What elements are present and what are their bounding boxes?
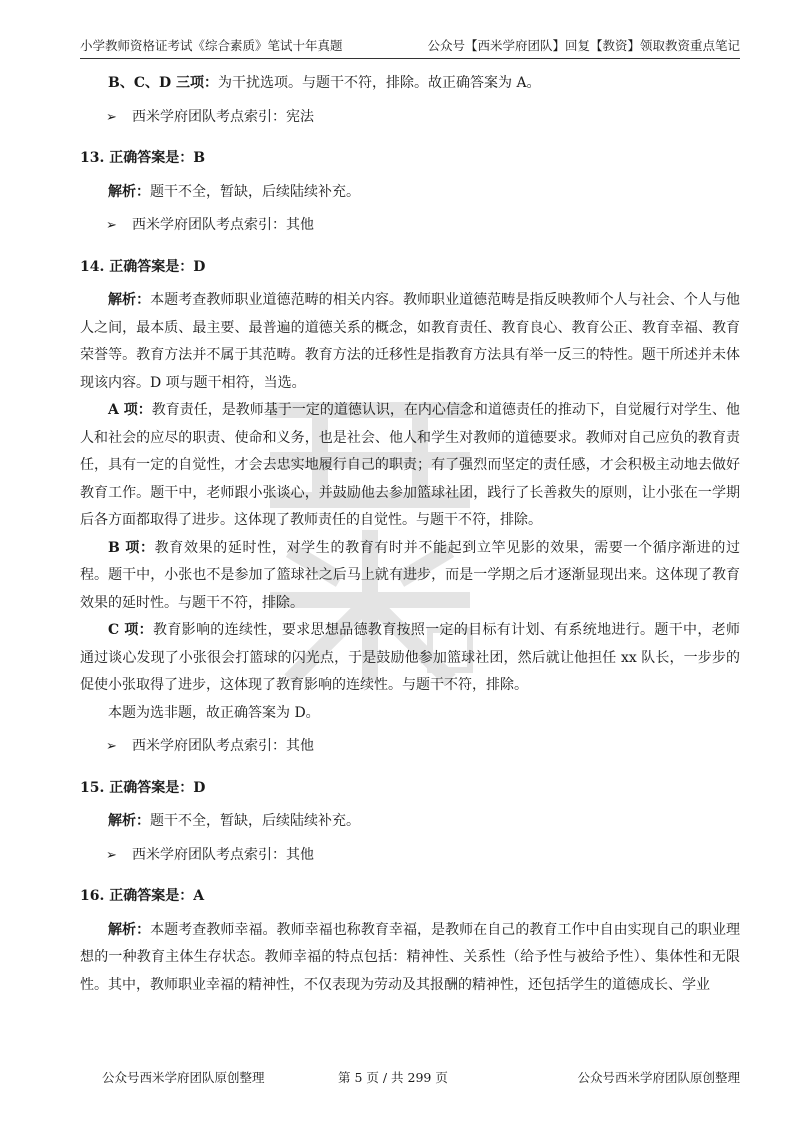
q15-label: 解析： [108, 813, 150, 829]
intro-reference [80, 104, 740, 132]
q14-conclusion: 本题为选非题，故正确答案为 D。 [108, 704, 320, 721]
footer-right: 公众号西米学府团队原创整理 [577, 1070, 740, 1085]
q14-option-c [80, 617, 740, 700]
q15-text: 题干不全，暂缺，后续陆续补充。 [150, 813, 360, 829]
q14-a-text: 教育责任，是教师基于一定的道德认识，在内心信念和道德责任的推动下，自觉履行对学生、他人和社会的应尽的职责、使命和义务，也是社会、他人和学生对教师的道德要求。教师对自己应负的教育责任，具有一定的自觉性，才会去忠实地履行自己的职责；有了强烈而坚定的责任感，才会积极主动地去做好教育工作。题干中，老师跟小张谈心，并鼓励他去参加篮球社团，践行了长善救失的原则，让小张在一学期后各方面都取得了进步。这体现了教师责任的自觉性。与题干不符，排除。 [80, 402, 740, 528]
q16-text: 本题考查教师幸福。教师幸福也称教育幸福，是教师在自己的教育工作中自由实现自己的职业理想的一种教育主体生存状态。教师幸福的特点包括：精神性、关系性（给予性与被给予性）、集体性和无限性。其中，教师职业幸福的精神性，不仅表现为劳动及其报酬的精神性，还包括学生的道德成长、学业 [80, 921, 741, 993]
page-footer [80, 1068, 740, 1088]
q13-label: 解析： [108, 183, 150, 200]
q14-b-text: 教育效果的延时性，对学生的教育有时并不能起到立竿见影的效果，需要一个循序渐进的过程。题干中，小张也不是参加了篮球社之后马上就有进步，而是一学期之后才逐渐显现出来。这体现了教育效果的延时性。与题干不符，排除。 [80, 539, 740, 611]
document-body [80, 70, 740, 999]
q15-ref-text: 西米学府团队考点索引：其他 [132, 846, 314, 863]
arrow-right-icon: ➢ [106, 739, 117, 754]
q14-a-label: A 项： [108, 402, 152, 418]
q13-text: 题干不全，暂缺，后续陆续补充。 [150, 183, 360, 200]
q13-heading: 13. 正确答案是：B [80, 150, 206, 166]
q14-c-text: 教育影响的连续性，要求思想品德教育按照一定的目标有计划、有系统地进行。题干中，老师通过谈心发现了小张很会打篮球的闪光点，于是鼓励他参加篮球社团，然后就让他担任 xx 队长，一步步的促使小张取得了进步，这体现了教育影响的连续性。与题干不符，排除。 [80, 622, 740, 693]
page-header [80, 36, 740, 59]
q14-c-label: C 项： [108, 622, 153, 638]
arrow-right-icon: ➢ [106, 847, 117, 863]
q15-reference [80, 842, 740, 870]
q13-reference [80, 212, 740, 240]
q14-ref-text: 西米学府团队考点索引：其他 [132, 738, 314, 754]
intro-text: 为干扰选项。与题干不符，排除。故正确答案为 A。 [218, 75, 541, 91]
intro-paragraph [80, 70, 740, 98]
q16-label: 解析： [108, 921, 151, 938]
q14-b-label: B 项： [108, 539, 155, 556]
q14-option-b [80, 535, 740, 618]
q14-label: 解析： [108, 292, 151, 308]
q14-text: 本题考查教师职业道德范畴的相关内容。教师职业道德范畴是指反映教师个人与社会、个人与他人之间，最本质、最主要、最普遍的道德关系的概念，如教育责任、教育良心、教育公正、教育幸福、教育荣誉等。教育方法并不属于其范畴。教育方法的迁移性是指教育方法具有举一反三的特性。题干所述并未体现该内容。D 项与题干相符，当选。 [80, 292, 741, 391]
footer-left: 公众号西米学府团队原创整理 [102, 1070, 265, 1085]
q13-analysis [80, 179, 740, 207]
intro-label: B、C、D 三项： [108, 75, 218, 91]
q14-heading: 14. 正确答案是：D [80, 258, 206, 275]
q15-analysis [80, 808, 740, 836]
q14-analysis [80, 287, 740, 397]
q13-ref-text: 西米学府团队考点索引：其他 [132, 217, 314, 233]
arrow-right-icon: ➢ [106, 218, 117, 233]
header-right-note: 公众号【西米学府团队】回复【教资】领取教资重点笔记 [427, 38, 740, 53]
header-left-title: 小学教师资格证考试《综合素质》笔试十年真题 [80, 38, 343, 53]
q14-reference [80, 733, 740, 761]
q16-heading: 16. 正确答案是：A [80, 888, 205, 904]
q15-heading: 15. 正确答案是：D [80, 779, 206, 796]
q16-analysis [80, 917, 740, 1000]
page-number: 第 5 页 / 共 299 页 [338, 1070, 448, 1085]
intro-ref-text: 西米学府团队考点索引：宪法 [132, 108, 314, 125]
arrow-right-icon: ➢ [106, 109, 117, 125]
q14-option-a [80, 397, 740, 535]
